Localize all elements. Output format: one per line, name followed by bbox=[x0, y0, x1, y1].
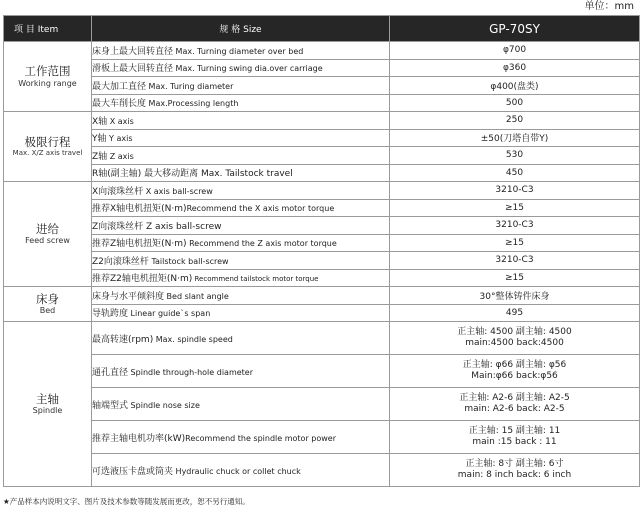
section-cn: 进给 bbox=[36, 221, 59, 236]
header-item: 项 目 Item bbox=[4, 16, 92, 42]
value-main-line: 正主轴: φ66 副主轴: φ56 bbox=[462, 360, 567, 370]
row-value: 530 bbox=[390, 147, 640, 165]
row-label: X向滚珠丝杆 X axis ball-screw bbox=[92, 182, 390, 200]
row-value bbox=[390, 388, 640, 421]
section-en: Max. X/Z axis travel bbox=[12, 149, 83, 158]
row-value: φ700 bbox=[390, 42, 640, 60]
table-row bbox=[4, 454, 640, 487]
value-sub-line: Main:φ66 back:φ56 bbox=[471, 371, 558, 381]
row-label: 推荐Z2轴电机扭矩(N·m) Recommend tailstock motor torque bbox=[92, 269, 390, 287]
table-row bbox=[4, 355, 640, 388]
value-main-line: 正主轴: 8寸 副主轴: 6寸 bbox=[465, 459, 564, 469]
row-value: 500 bbox=[390, 94, 640, 112]
section-cn: 主轴 bbox=[36, 391, 59, 406]
section-en: Working range bbox=[18, 78, 77, 88]
row-label: 滑板上最大回转直径 Max. Turning swing dia.over carriage bbox=[92, 59, 390, 77]
table-row bbox=[4, 112, 640, 130]
row-label: 通孔直径 Spindle through-hole diameter bbox=[92, 355, 390, 388]
table-row bbox=[4, 164, 640, 182]
section-bed bbox=[4, 287, 92, 322]
row-label: Z向滚珠丝杆 Z axis ball-screw bbox=[92, 217, 390, 235]
table-row bbox=[4, 322, 640, 355]
section-cn: 床身 bbox=[36, 291, 59, 306]
row-value: 250 bbox=[390, 112, 640, 130]
row-label: X轴 X axis bbox=[92, 112, 390, 130]
table-row bbox=[4, 269, 640, 287]
section-feed bbox=[4, 182, 92, 287]
row-value bbox=[390, 322, 640, 355]
header-model: GP-70SY bbox=[390, 16, 640, 42]
value-sub-line: main:4500 back:4500 bbox=[465, 338, 564, 348]
row-label: 推荐主轴电机功率(kW)Recommend the spindle motor power bbox=[92, 421, 390, 454]
header-row bbox=[4, 16, 640, 42]
footnote: ★产品样本内说明文字、图片及技术参数等随发展而更改，恕不另行通知。 bbox=[3, 497, 250, 506]
spec-table bbox=[3, 15, 640, 487]
row-label: 推荐X轴电机扭矩(N·m)Recommend the X axis motor torque bbox=[92, 199, 390, 217]
row-label: Z轴 Z axis bbox=[92, 147, 390, 165]
table-row bbox=[4, 304, 640, 322]
table-row bbox=[4, 42, 640, 60]
table-row bbox=[4, 252, 640, 270]
section-en: Spindle bbox=[32, 406, 63, 416]
table-row bbox=[4, 388, 640, 421]
row-value bbox=[390, 421, 640, 454]
header-size: 规 格 Size bbox=[92, 16, 390, 42]
row-value: ≥15 bbox=[390, 234, 640, 252]
row-value: ≥15 bbox=[390, 199, 640, 217]
row-label: 轴端型式 Spindle nose size bbox=[92, 388, 390, 421]
unit-label: 单位：mm bbox=[584, 1, 634, 12]
row-value: 3210-C3 bbox=[390, 252, 640, 270]
row-label: 最大车削长度 Max.Processing length bbox=[92, 94, 390, 112]
row-value: 30°整体铸件床身 bbox=[390, 287, 640, 305]
row-value: 495 bbox=[390, 304, 640, 322]
row-value: 3210-C3 bbox=[390, 182, 640, 200]
row-value: 3210-C3 bbox=[390, 217, 640, 235]
table-row bbox=[4, 59, 640, 77]
row-label: Y轴 Y axis bbox=[92, 129, 390, 147]
row-label: 最大加工直径 Max. Turing diameter bbox=[92, 77, 390, 95]
row-label: 导轨跨度 Linear guide`s span bbox=[92, 304, 390, 322]
table-row bbox=[4, 129, 640, 147]
section-en: Bed bbox=[39, 306, 56, 316]
row-value: 450 bbox=[390, 164, 640, 182]
table-row bbox=[4, 199, 640, 217]
row-value bbox=[390, 355, 640, 388]
section-working bbox=[4, 42, 92, 112]
row-label: R轴(副主轴) 最大移动距离 Max. Tailstock travel bbox=[92, 164, 390, 182]
row-value: φ360 bbox=[390, 59, 640, 77]
section-travel bbox=[4, 112, 92, 182]
section-spindle bbox=[4, 322, 92, 487]
table-row bbox=[4, 234, 640, 252]
table-row bbox=[4, 94, 640, 112]
table-row bbox=[4, 147, 640, 165]
value-main-line: 正主轴: A2-6 副主轴: A2-5 bbox=[459, 393, 570, 403]
row-label: 床身与水平倾斜度 Bed slant angle bbox=[92, 287, 390, 305]
value-sub-line: main: 8 inch back: 6 inch bbox=[457, 470, 572, 480]
value-main-line: 正主轴: 4500 副主轴: 4500 bbox=[457, 327, 572, 337]
value-sub-line: main :15 back : 11 bbox=[472, 437, 557, 447]
row-label: Z2向滚珠丝杆 Tailstock ball-screw bbox=[92, 252, 390, 270]
row-label: 可选液压卡盘或筒夹 Hydraulic chuck or collet chuck bbox=[92, 454, 390, 487]
table-row bbox=[4, 182, 640, 200]
row-value: φ400(盘类) bbox=[390, 77, 640, 95]
table-row bbox=[4, 421, 640, 454]
section-en: Feed screw bbox=[25, 236, 70, 246]
row-label: 床身上最大回转直径 Max. Turning diameter over bed bbox=[92, 42, 390, 60]
row-value: ±50(刀塔自带Y) bbox=[390, 129, 640, 147]
row-value: ≥15 bbox=[390, 269, 640, 287]
row-label: 最高转速(rpm) Max. spindle speed bbox=[92, 322, 390, 355]
row-label: 推荐Z轴电机扭矩(N·m) Recommend the Z axis motor torque bbox=[92, 234, 390, 252]
table-row bbox=[4, 287, 640, 305]
table-row bbox=[4, 217, 640, 235]
row-value bbox=[390, 454, 640, 487]
value-sub-line: main: A2-6 back: A2-5 bbox=[464, 404, 565, 414]
table-row bbox=[4, 77, 640, 95]
section-cn: 工作范围 bbox=[24, 64, 71, 79]
value-main-line: 正主轴: 15 副主轴: 11 bbox=[468, 426, 561, 436]
section-cn: 极限行程 bbox=[24, 134, 71, 149]
